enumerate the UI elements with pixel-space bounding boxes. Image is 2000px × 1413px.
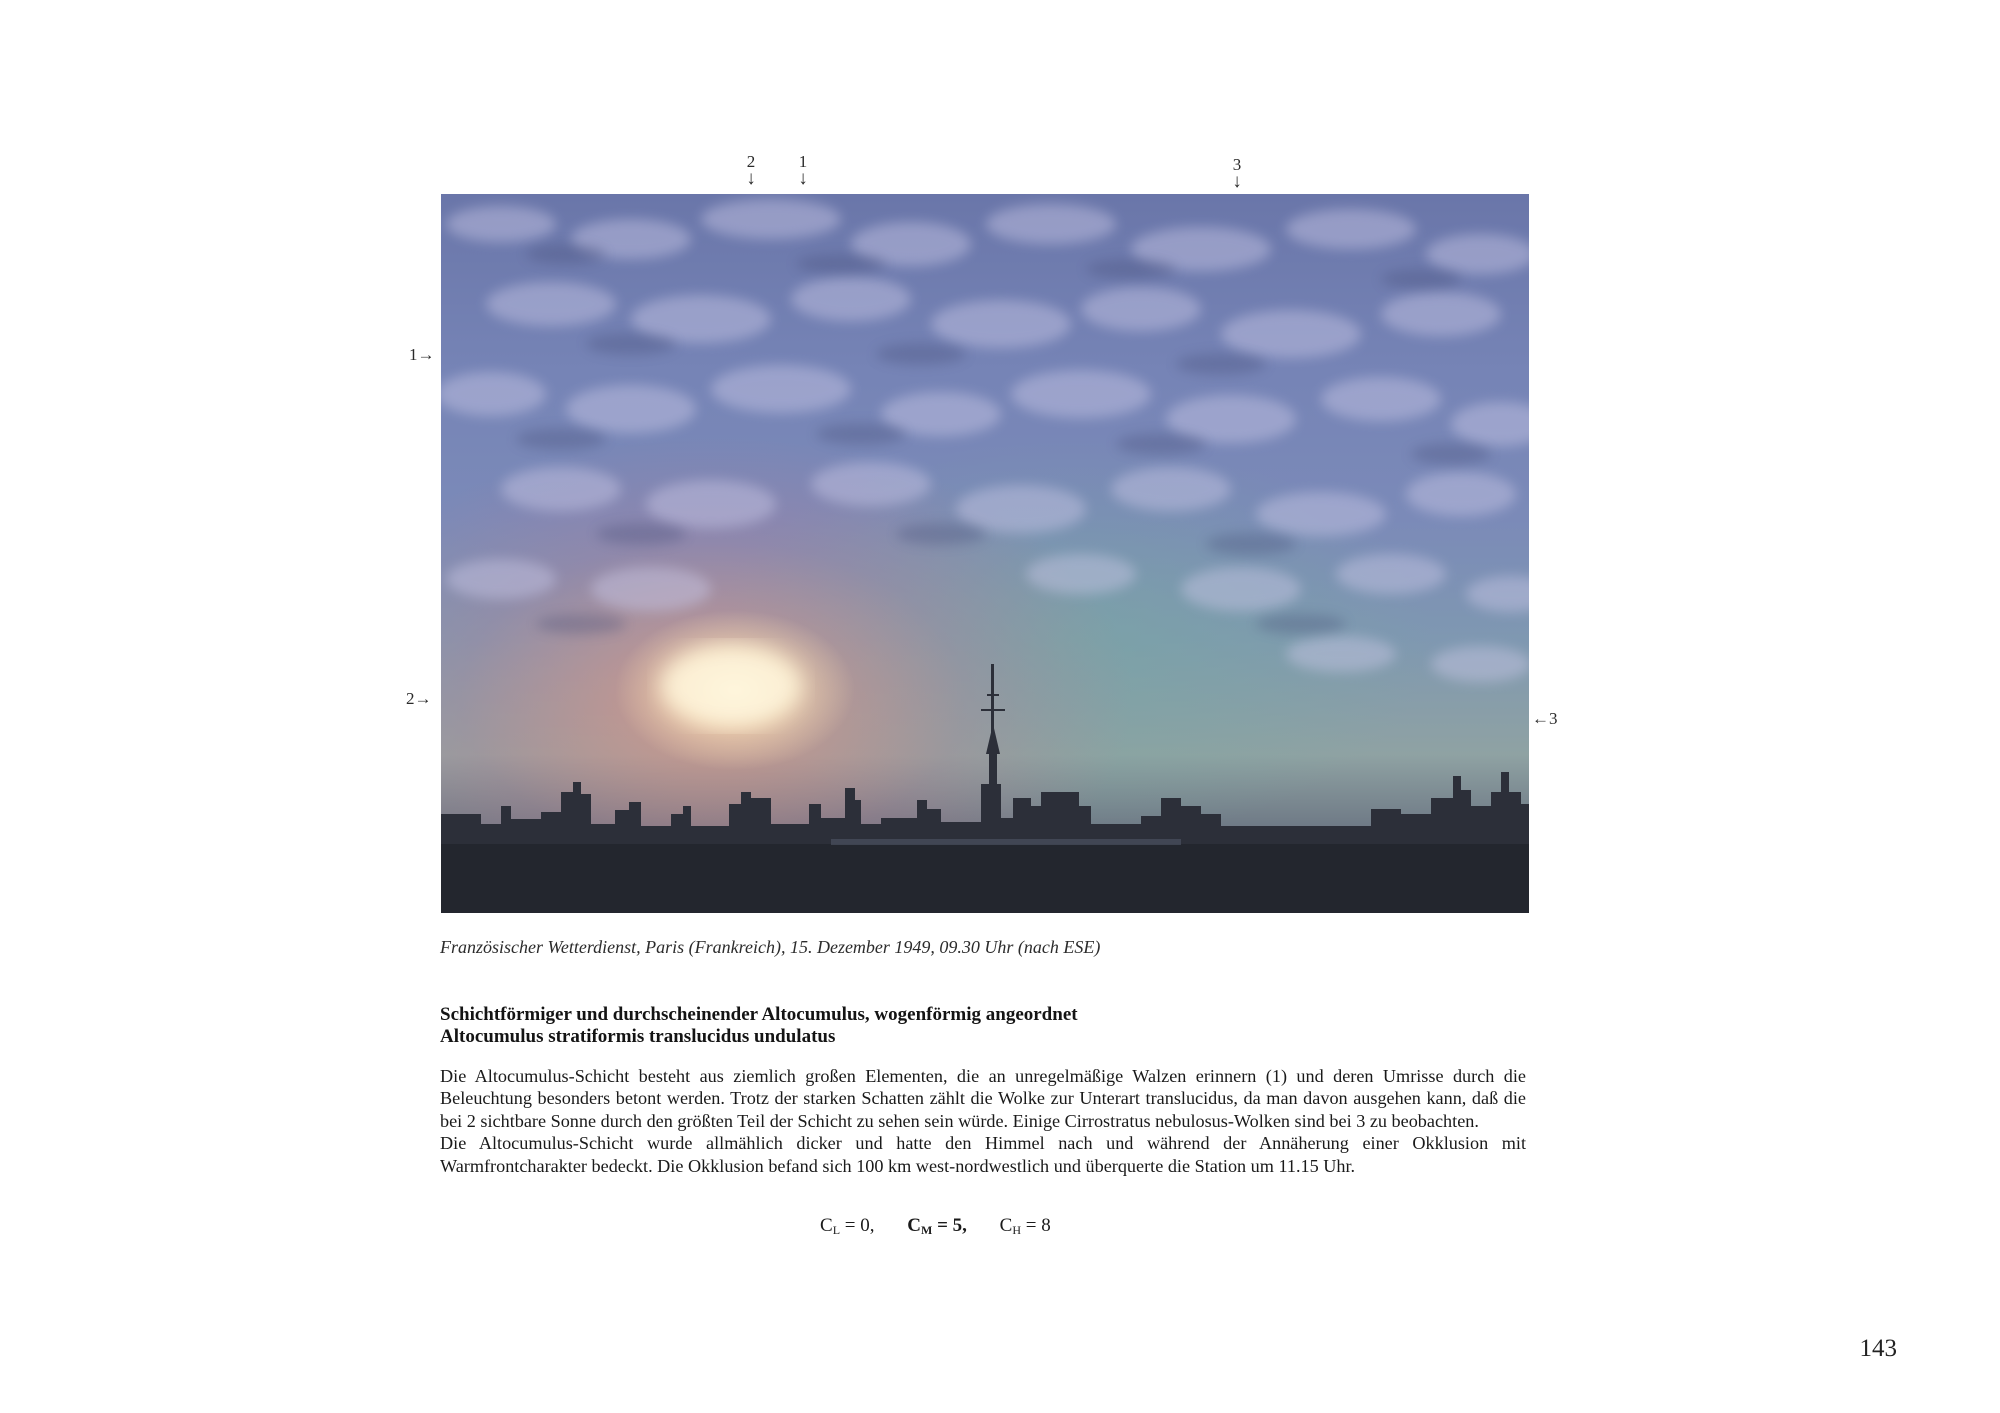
- sun-glow: [661, 646, 801, 726]
- code-cl-value: = 0,: [844, 1215, 875, 1236]
- code-ch-value: = 8: [1025, 1215, 1051, 1236]
- arrow-down-icon: ↓: [1232, 171, 1242, 192]
- marker-left-1: 1→: [409, 345, 435, 364]
- code-ch-base: C: [999, 1215, 1013, 1236]
- marker-top-3: [1222, 156, 1252, 190]
- marker-left-2: 2→: [406, 689, 432, 708]
- body-paragraph-1: Die Altocumulus-Schicht besteht aus ziemlich großen Elementen, die an unregelmäßige Walzen erinnern (1) und deren Umrisse durch die Beleuchtung besonders betont werden. Trotz der starken Schatten zählt die Wolke zur Unterart translucidus, da man davon ausgehen kann, daß die bei 2 sichtbare Sonne durch den größten Teil der Schicht zu sehen sein würde. Einige Cirrostratus nebulosus-Wolken sind bei 3 zu beobachten.: [440, 1066, 1526, 1131]
- code-cm-sub: M: [920, 1223, 933, 1237]
- cloud-texture: [441, 194, 1529, 913]
- cloud-code-line: [820, 1214, 1220, 1242]
- marker-label: 3: [1232, 155, 1242, 174]
- body-paragraph-2: Die Altocumulus-Schicht wurde allmählich dicker und hatte den Himmel nach und während der Annäherung einer Okklusion mit Warmfrontcharakter bedeckt. Die Okklusion befand sich 100 km west-nordwestlich und überquerte die Station um 11.15 Uhr.: [440, 1133, 1526, 1176]
- marker-label: 2: [746, 152, 756, 171]
- code-ch: [1000, 1214, 1051, 1242]
- code-cm-base: C: [907, 1215, 921, 1236]
- arrow-down-icon: ↓: [798, 168, 808, 189]
- page-number: 143: [1859, 1335, 1897, 1362]
- roof-highlight: [831, 839, 1181, 845]
- heading-german: Schichtförmiger und durchscheinender Altocumulus, wogenförmig angeordnet: [440, 1004, 1078, 1025]
- marker-top-2: [736, 153, 766, 187]
- sky-photograph: [441, 194, 1529, 913]
- code-cl-base: C: [820, 1215, 833, 1236]
- code-ch-sub: H: [1012, 1223, 1021, 1237]
- marker-label: 1: [798, 152, 808, 171]
- rooftop-ground: [441, 844, 1529, 913]
- code-cm-value: = 5,: [937, 1215, 967, 1236]
- marker-right-3: ←3: [1532, 709, 1558, 728]
- arrow-down-icon: ↓: [746, 168, 756, 189]
- section-heading: [440, 1004, 1540, 1048]
- code-cm: [907, 1214, 967, 1242]
- code-cl: [820, 1214, 875, 1242]
- photo-caption: Französischer Wetterdienst, Paris (Frankreich), 15. Dezember 1949, 09.30 Uhr (nach ESE): [440, 937, 1101, 957]
- code-cl-sub: L: [832, 1223, 841, 1237]
- heading-latin: Altocumulus stratiformis translucidus undulatus: [440, 1026, 836, 1047]
- marker-top-1: [788, 153, 818, 187]
- body-text: [440, 1065, 1526, 1177]
